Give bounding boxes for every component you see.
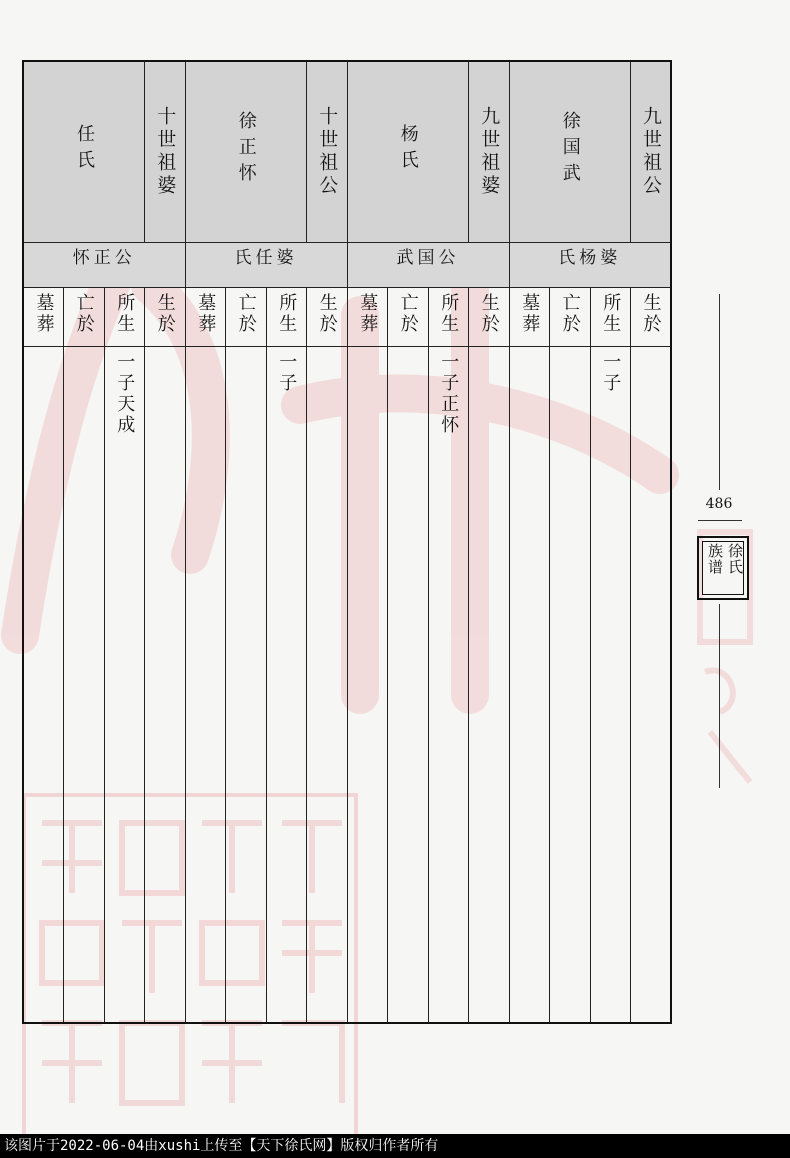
field-label-death: 亡於 xyxy=(64,288,105,347)
field-label-children: 所生 xyxy=(428,288,469,347)
field-label-burial: 墓葬 xyxy=(185,288,226,347)
page-number-rule xyxy=(698,520,742,521)
person-name: 任氏 xyxy=(74,124,95,176)
person-name: 徐国武 xyxy=(559,111,581,189)
children-value: 一子 xyxy=(590,347,631,1024)
field-label-birth: 生於 xyxy=(145,288,186,347)
field-label-children: 所生 xyxy=(590,288,631,347)
generation-rank: 十世祖婆 xyxy=(154,106,177,198)
death-value xyxy=(388,347,429,1024)
spouse-cell: 氏任婆 xyxy=(185,243,347,288)
field-label-death: 亡於 xyxy=(388,288,429,347)
children-value: 一子 xyxy=(266,347,307,1024)
person-name-cell xyxy=(509,61,631,243)
spouse-cell: 氏杨婆 xyxy=(509,243,671,288)
burial-value xyxy=(347,347,388,1024)
birth-value xyxy=(307,347,348,1024)
spouse-row xyxy=(23,243,671,288)
children-value: 一子天成 xyxy=(104,347,145,1024)
side-logo-text-2: 族谱 xyxy=(706,543,724,575)
field-value-row xyxy=(23,347,671,1024)
field-label-burial: 墓葬 xyxy=(347,288,388,347)
generation-rank: 十世祖公 xyxy=(316,106,339,198)
generation-rank-cell xyxy=(631,61,672,243)
page-number: 486 xyxy=(705,496,733,512)
burial-value xyxy=(185,347,226,1024)
field-label-birth: 生於 xyxy=(307,288,348,347)
field-label-birth: 生於 xyxy=(469,288,510,347)
burial-value xyxy=(509,347,550,1024)
person-name: 徐正怀 xyxy=(235,111,257,189)
name-row xyxy=(23,61,671,243)
side-logo-text-1: 徐氏 xyxy=(726,543,744,575)
birth-value xyxy=(631,347,672,1024)
death-value xyxy=(226,347,267,1024)
spouse-cell: 武国公 xyxy=(347,243,509,288)
generation-rank: 九世祖公 xyxy=(640,106,662,198)
genealogy-table xyxy=(22,60,672,1024)
field-label-children: 所生 xyxy=(266,288,307,347)
death-value xyxy=(550,347,591,1024)
burial-value xyxy=(23,347,64,1024)
generation-rank-cell xyxy=(307,61,348,243)
generation-rank-cell xyxy=(145,61,186,243)
margin-rule-bottom xyxy=(719,604,720,788)
spouse-cell: 怀正公 xyxy=(23,243,185,288)
field-label-burial: 墓葬 xyxy=(23,288,64,347)
death-value xyxy=(64,347,105,1024)
field-label-death: 亡於 xyxy=(226,288,267,347)
person-name-cell xyxy=(185,61,307,243)
field-label-children: 所生 xyxy=(104,288,145,347)
birth-value xyxy=(469,347,510,1024)
person-name: 杨氏 xyxy=(397,124,419,176)
footer-bar: 该图片于2022-06-04由xushi上传至【天下徐氏网】版权归作者所有 xyxy=(0,1134,790,1158)
person-name-cell xyxy=(347,61,469,243)
person-name-cell xyxy=(23,61,145,243)
birth-value xyxy=(145,347,186,1024)
field-label-burial: 墓葬 xyxy=(509,288,550,347)
field-label-birth: 生於 xyxy=(631,288,672,347)
margin-rule-top xyxy=(719,294,720,490)
children-value: 一子正怀 xyxy=(428,347,469,1024)
field-label-death: 亡於 xyxy=(550,288,591,347)
generation-rank-cell xyxy=(469,61,510,243)
side-logo-box xyxy=(697,536,749,600)
generation-rank: 九世祖婆 xyxy=(478,106,501,198)
field-label-row xyxy=(23,288,671,347)
